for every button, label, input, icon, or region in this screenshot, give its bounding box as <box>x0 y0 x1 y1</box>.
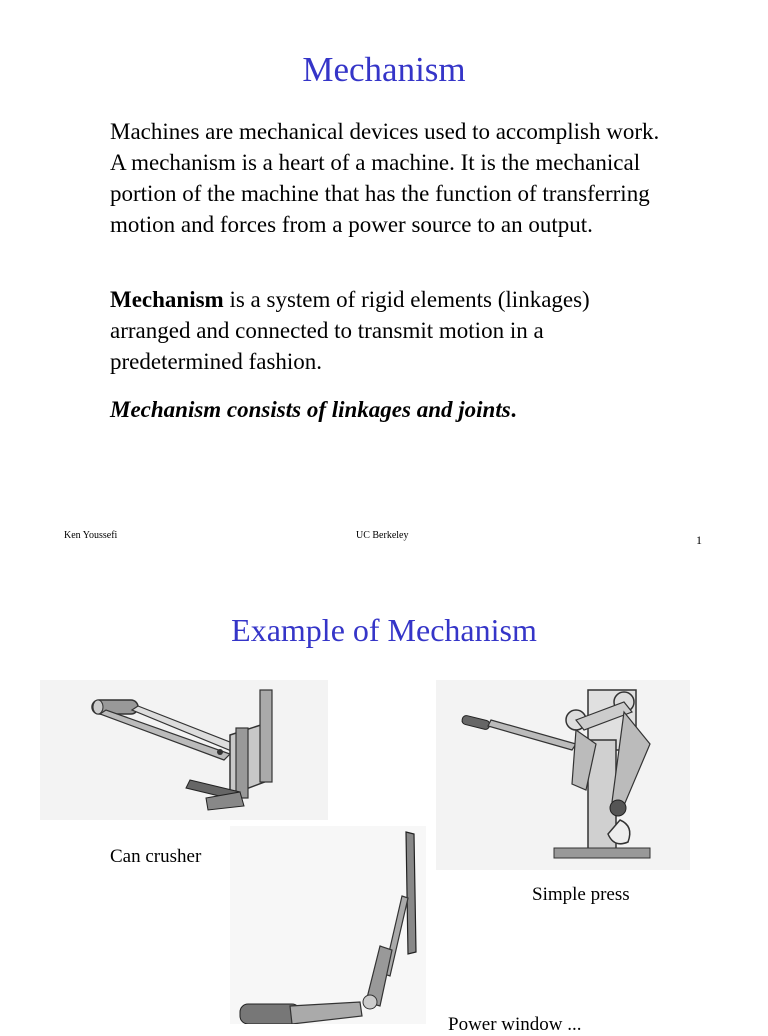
emphasis-statement <box>110 394 670 425</box>
caption-partial: Power window ... <box>448 1014 582 1035</box>
can-crusher-image <box>40 680 328 820</box>
emphasis-text: Mechanism consists of linkages and joints <box>110 397 511 422</box>
slide2-title: Example of Mechanism <box>231 612 537 648</box>
caption-can-crusher: Can crusher <box>110 846 202 867</box>
footer-institution: UC Berkeley <box>356 530 409 541</box>
footer-author: Ken Youssefi <box>64 530 118 541</box>
definition-term: Mechanism <box>110 287 224 312</box>
slide-title: Mechanism <box>302 50 466 89</box>
caption-simple-press: Simple press <box>532 884 630 905</box>
mechanism-image-3 <box>230 826 426 1024</box>
intro-paragraph: Machines are mechanical devices used to accomplish work. A mechanism is a heart of a machine. It is the mechanical portion of the machine that has the function of transferring motion and forces from a power source to an output. <box>110 119 660 237</box>
simple-press-image <box>436 680 690 870</box>
emphasis-period: . <box>510 397 517 422</box>
definition-paragraph <box>110 284 670 377</box>
definition-text: is a system of rigid elements (linkages) arranged and connected to transmit motion in a predetermined fashion. <box>110 287 590 374</box>
page-number: 1 <box>696 533 702 547</box>
